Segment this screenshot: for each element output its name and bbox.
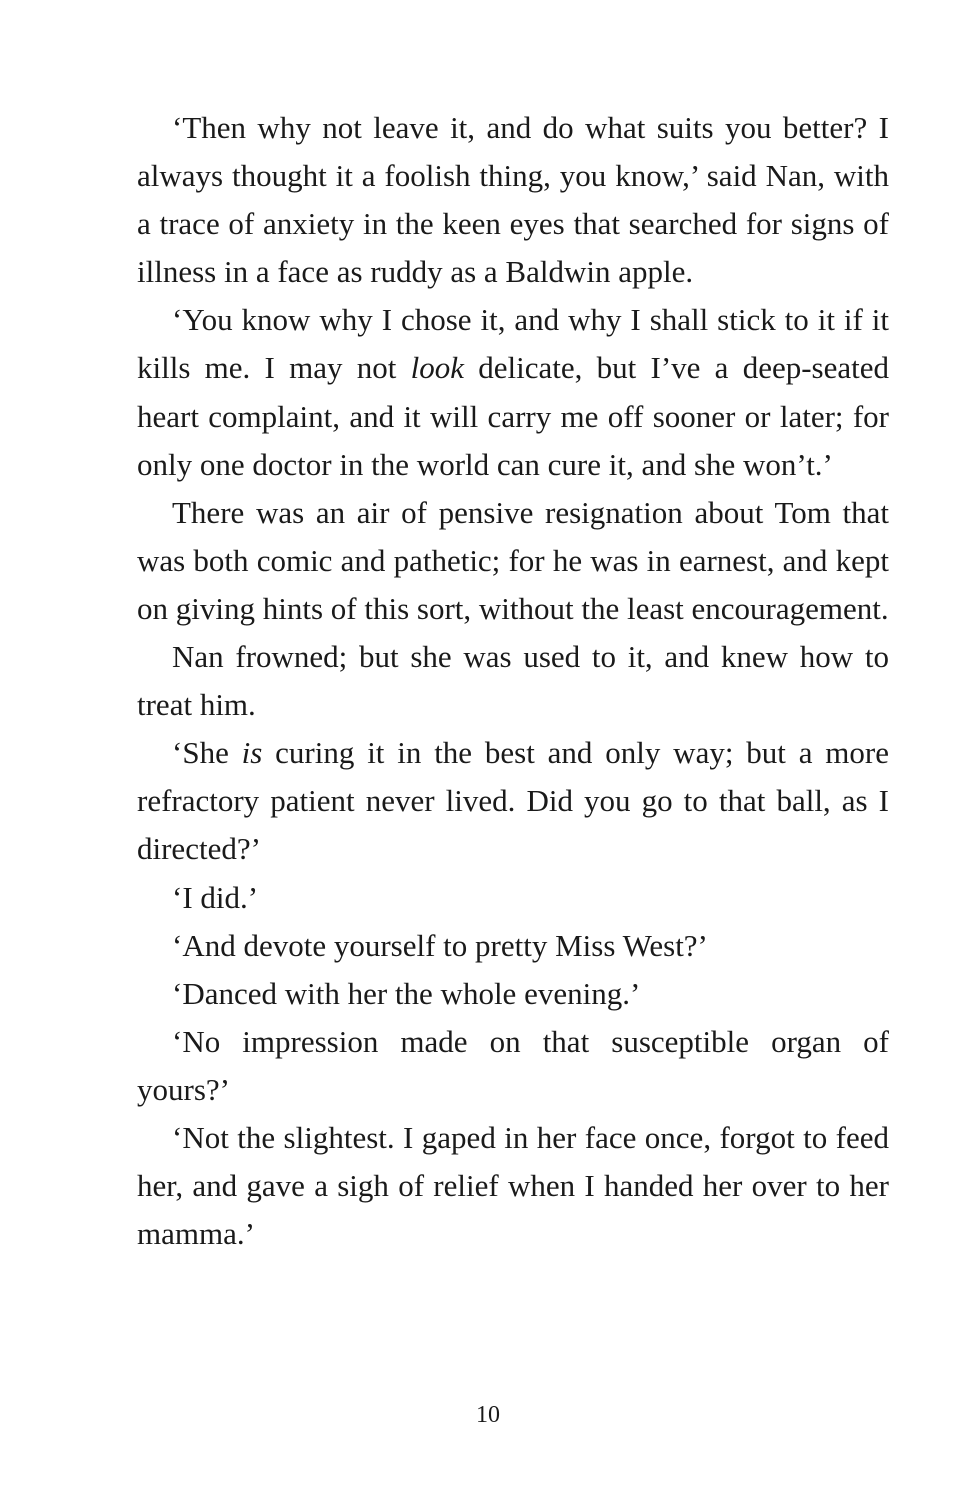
paragraph <box>137 633 889 729</box>
page-number: 10 <box>476 1402 500 1428</box>
body-text <box>137 104 889 1258</box>
text-run: ‘Danced with her the whole evening.’ <box>172 975 641 1011</box>
paragraph <box>137 104 889 296</box>
text-run: ‘Not the slightest. I gaped in her face once, forgot to feed her, and gave a sigh of relief when I handed her over to her mamma.’ <box>137 1119 889 1252</box>
paragraph <box>137 1018 889 1114</box>
text-run: ‘And devote yourself to pretty Miss West?’ <box>172 927 708 963</box>
paragraph <box>137 970 889 1018</box>
text-run: ‘She <box>172 735 242 771</box>
text-run: Nan frowned; but she was used to it, and knew how to treat him. <box>137 639 889 723</box>
text-run: ‘I did.’ <box>172 879 259 915</box>
text-run: ‘No impression made on that susceptible organ of yours?’ <box>137 1023 889 1107</box>
paragraph <box>137 922 889 970</box>
italic-text: is <box>241 735 263 771</box>
paragraph <box>137 296 889 488</box>
text-run: curing it in the best and only way; but a more refractory patient never lived. Did you go to that ball, as I directed?’ <box>137 735 889 867</box>
italic-text: look <box>410 350 464 386</box>
text-run: delicate, but I’ve a deep-seated heart complaint, and it will carry me off sooner or later; for only one doctor in the world can cure it, and she won’t.’ <box>137 350 889 482</box>
paragraph <box>137 874 889 922</box>
paragraph <box>137 489 889 633</box>
text-run: ‘You know why I chose it, and why I shall stick to it if it kills me. I may not <box>137 302 889 386</box>
text-run: ‘Then why not leave it, and do what suits you better? I always thought it a foolish thing, you know,’ said Nan, with a trace of anxiety in the keen eyes that searched for signs of illness in a face as ruddy as a Baldwin apple. <box>137 110 889 290</box>
text-run: There was an air of pensive resignation about Tom that was both comic and pathetic; for he was in earnest, and kept on giving hints of this sort, without the least encouragement. <box>137 494 889 626</box>
paragraph <box>137 1114 889 1258</box>
paragraph <box>137 729 889 873</box>
